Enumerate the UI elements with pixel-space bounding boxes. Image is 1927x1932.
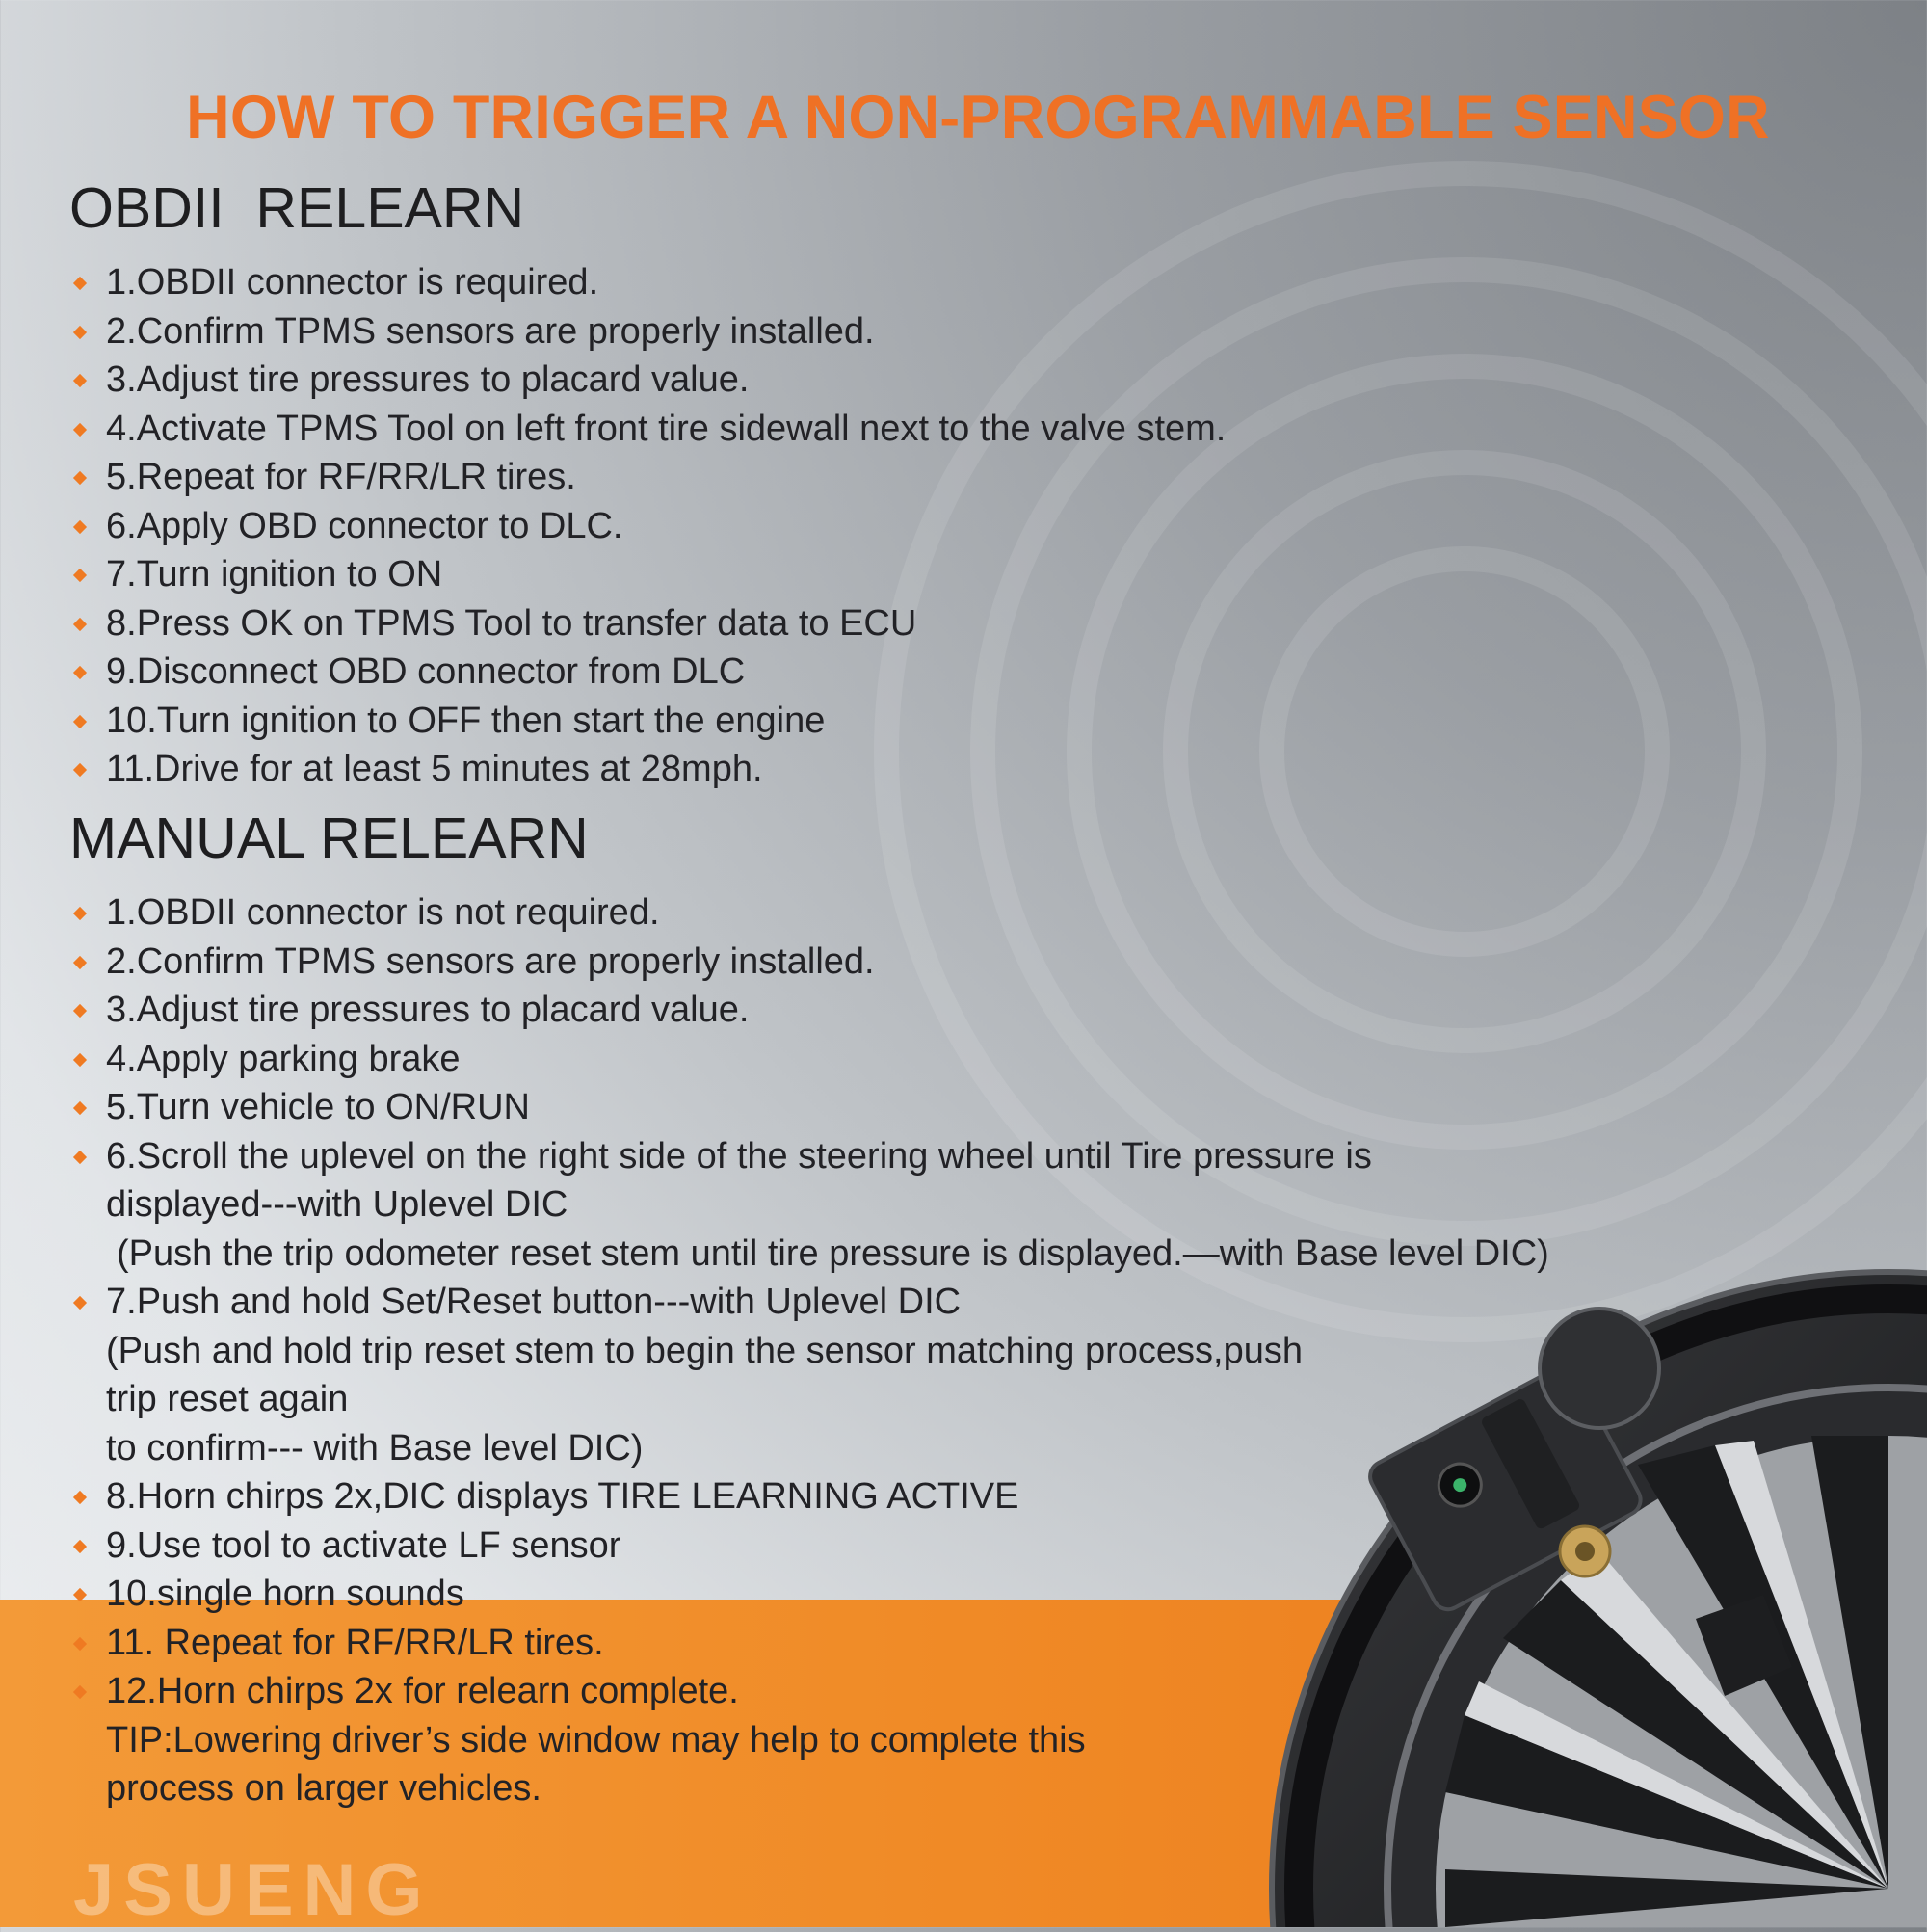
bullet-diamond-icon	[73, 1101, 87, 1115]
step-item	[69, 405, 1226, 454]
bullet-diamond-icon	[73, 519, 87, 533]
step-text: 2.Confirm TPMS sensors are properly installed.	[106, 940, 875, 982]
step-text: TIP:Lowering driver’s side window may help to complete this	[106, 1719, 1086, 1760]
step-item	[69, 599, 1226, 648]
bullet-diamond-icon	[73, 1636, 87, 1650]
step-item	[69, 1619, 1549, 1668]
bullet-diamond-icon	[73, 666, 87, 679]
step-text: 10.Turn ignition to OFF then start the engine	[106, 700, 826, 741]
step-text: 5.Turn vehicle to ON/RUN	[106, 1087, 530, 1127]
step-text: 7.Push and hold Set/Reset button---with Uplevel DIC	[106, 1282, 962, 1322]
bullet-diamond-icon	[73, 1150, 87, 1163]
bullet-diamond-icon	[73, 1588, 87, 1601]
bullet-diamond-icon	[73, 617, 87, 630]
step-text: process on larger vehicles.	[106, 1768, 541, 1809]
bullet-diamond-icon	[73, 374, 87, 387]
step-text: 12.Horn chirps 2x for relearn complete.	[106, 1671, 739, 1711]
step-text: displayed---with Uplevel DIC	[106, 1184, 568, 1225]
step-text: 9.Disconnect OBD connector from DLC	[106, 651, 746, 692]
step-text: 10.single horn sounds	[106, 1574, 464, 1614]
step-item	[69, 888, 1549, 938]
step-text: 1.OBDII connector is not required.	[106, 892, 660, 933]
bullet-diamond-icon	[73, 1004, 87, 1018]
step-item	[69, 1278, 1549, 1472]
step-text: 8.Horn chirps 2x,DIC displays TIRE LEARNING ACTIVE	[106, 1476, 1019, 1517]
step-item	[69, 502, 1226, 551]
step-text: 9.Use tool to activate LF sensor	[106, 1524, 621, 1566]
step-item	[69, 1522, 1549, 1571]
step-item	[69, 453, 1226, 502]
step-text: 6.Apply OBD connector to DLC.	[106, 505, 623, 546]
page-title: HOW TO TRIGGER A NON-PROGRAMMABLE SENSOR	[186, 84, 1770, 151]
step-text: 2.Confirm TPMS sensors are properly installed.	[106, 310, 875, 352]
step-text: 7.Turn ignition to ON	[106, 554, 443, 595]
step-text: 4.Activate TPMS Tool on left front tire sidewall next to the valve stem.	[106, 408, 1227, 449]
manual-relearn-steps	[69, 888, 1549, 1813]
step-text: 4.Apply parking brake	[106, 1038, 461, 1079]
step-text: 5.Repeat for RF/RR/LR tires.	[106, 457, 576, 497]
bullet-diamond-icon	[73, 422, 87, 436]
step-item	[69, 1472, 1549, 1522]
bullet-diamond-icon	[73, 1052, 87, 1066]
step-item	[69, 258, 1226, 307]
bullet-diamond-icon	[73, 763, 87, 777]
step-item	[69, 1083, 1549, 1132]
step-text: (Push the trip odometer reset stem until tire pressure is displayed.—with Base level DIC)	[117, 1232, 1549, 1274]
step-text: 3.Adjust tire pressures to placard value.	[106, 990, 750, 1030]
step-item	[69, 1035, 1549, 1084]
step-item	[69, 745, 1226, 794]
bullet-diamond-icon	[73, 1685, 87, 1699]
step-item	[69, 307, 1226, 357]
obdii-relearn-steps	[69, 258, 1226, 794]
step-item	[69, 550, 1226, 599]
step-text: 6.Scroll the uplevel on the right side of the steering wheel until Tire pressure is	[106, 1135, 1372, 1177]
step-item	[69, 986, 1549, 1035]
step-text: 11.Drive for at least 5 minutes at 28mph.	[106, 749, 763, 789]
step-item	[69, 1132, 1549, 1279]
bullet-diamond-icon	[73, 569, 87, 582]
bullet-diamond-icon	[73, 1539, 87, 1552]
bullet-diamond-icon	[73, 714, 87, 728]
step-item	[69, 697, 1226, 746]
bullet-diamond-icon	[73, 1491, 87, 1504]
bullet-diamond-icon	[73, 325, 87, 338]
step-text: trip reset again	[106, 1379, 349, 1419]
step-text: 1.OBDII connector is required.	[106, 262, 599, 303]
bullet-diamond-icon	[73, 471, 87, 485]
step-text: 11. Repeat for RF/RR/LR tires.	[106, 1622, 604, 1663]
bullet-diamond-icon	[73, 907, 87, 920]
step-text: 3.Adjust tire pressures to placard value.	[106, 359, 750, 400]
bullet-diamond-icon	[73, 277, 87, 290]
brand-logo: JSUENG	[73, 1849, 433, 1931]
step-text: to confirm--- with Base level DIC)	[106, 1427, 644, 1469]
section-heading-manual-relearn: MANUAL RELEARN	[69, 807, 589, 870]
step-text: (Push and hold trip reset stem to begin the sensor matching process,push	[106, 1330, 1304, 1371]
step-item	[69, 938, 1549, 987]
section-heading-obdii-relearn: OBDII RELEARN	[69, 176, 525, 240]
step-text: 8.Press OK on TPMS Tool to transfer data to ECU	[106, 602, 917, 644]
bullet-diamond-icon	[73, 1296, 87, 1310]
step-item	[69, 648, 1226, 697]
bullet-diamond-icon	[73, 955, 87, 968]
step-item	[69, 1570, 1549, 1619]
step-item	[69, 356, 1226, 405]
step-item	[69, 1667, 1549, 1813]
